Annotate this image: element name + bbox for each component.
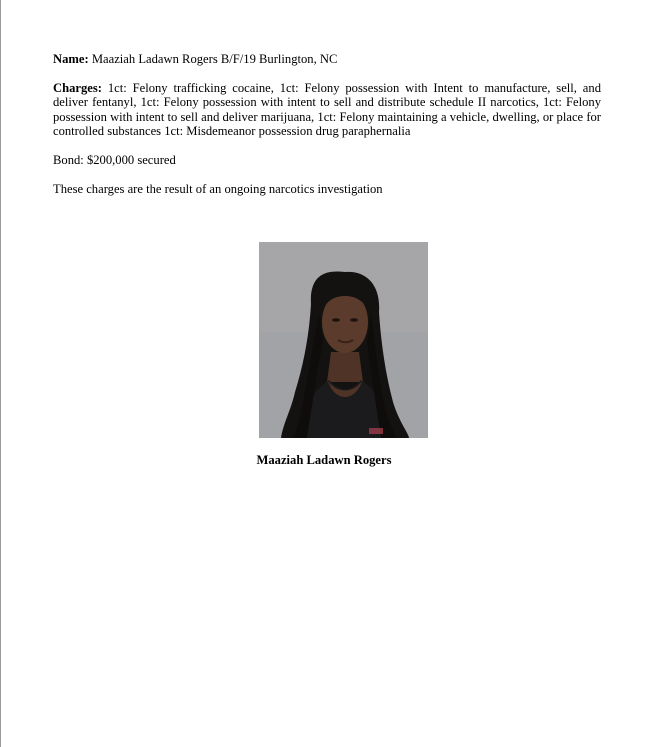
name-line bbox=[53, 52, 601, 67]
investigation-note: These charges are the result of an ongoing narcotics investigation bbox=[53, 181, 383, 196]
name-label: Name: bbox=[53, 52, 89, 66]
bond-line: Bond: $200,000 secured bbox=[53, 152, 176, 167]
mugshot-image bbox=[259, 242, 428, 438]
page-border bbox=[0, 0, 1, 747]
mugshot-photo bbox=[259, 242, 428, 438]
charges-value: 1ct: Felony trafficking cocaine, 1ct: Felony possession with Intent to manufacture, sell, and deliver fentanyl, 1ct: Felony possession with intent to sell and distribute schedule II narcotics, 1ct: Felony possession with intent to sell and deliver marijuana, 1ct: Felony maintaining a vehicle, dwelling, or place for controlled substances 1ct: Misdemeanor possession drug paraphernalia bbox=[53, 80, 601, 139]
press-release-body bbox=[53, 52, 601, 210]
name-value: Maaziah Ladawn Rogers B/F/19 Burlington, NC bbox=[91, 52, 338, 66]
charges-paragraph bbox=[53, 81, 601, 139]
charges-label: Charges: bbox=[53, 80, 102, 95]
photo-caption: Maaziah Ladawn Rogers bbox=[256, 453, 392, 467]
